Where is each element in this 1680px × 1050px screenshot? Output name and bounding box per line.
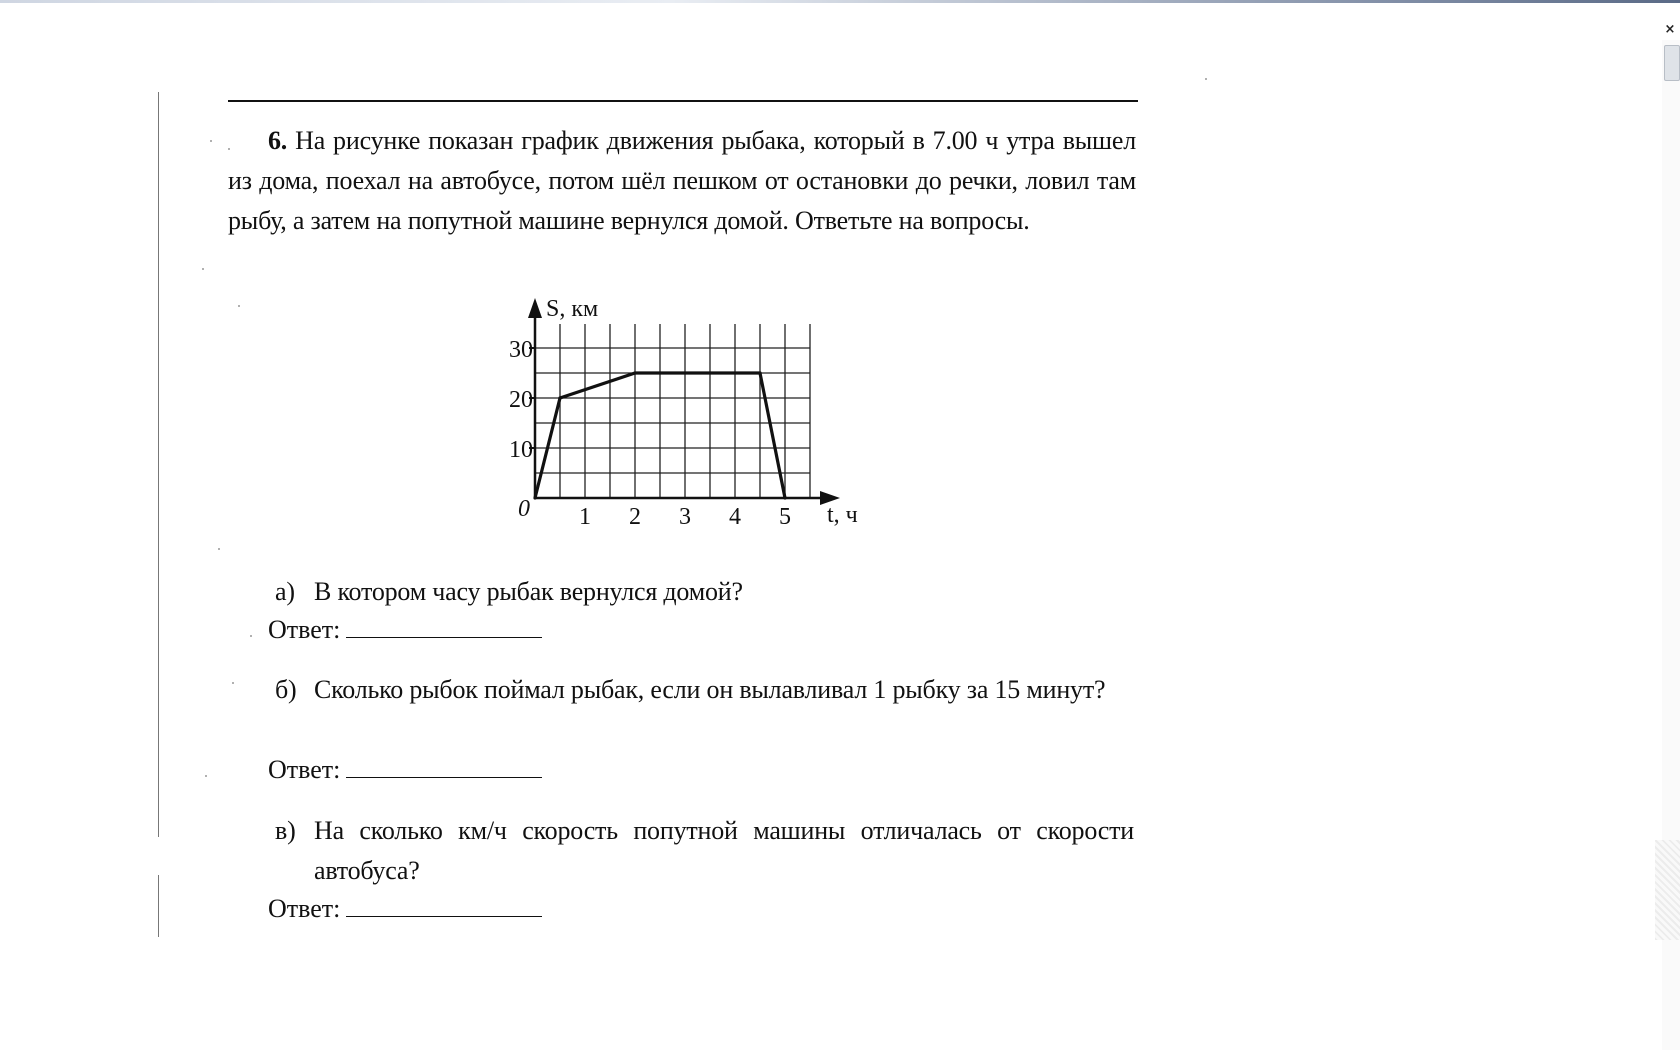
- scan-speck: [202, 268, 204, 270]
- problem-number: 6.: [268, 126, 288, 155]
- answer-b: [268, 755, 542, 785]
- x-tick-label: 2: [629, 504, 641, 530]
- y-tick-label: 30: [509, 337, 533, 363]
- data-point: [533, 496, 536, 499]
- scan-speck: [250, 635, 252, 637]
- data-point: [558, 396, 561, 399]
- question-c: [275, 811, 1135, 891]
- problem-text: На рисунке показан график движения рыбака, который в 7.00 ч утра вышел из дома, поехал на автобусе, потом шёл пешком от остановки до речки, ловил там рыбу, а затем на попутной машине вернулся домой. Ответьте на вопросы.: [228, 126, 1136, 235]
- x-tick-label: 5: [779, 504, 791, 530]
- y-tick-label: 20: [509, 387, 533, 413]
- data-point: [633, 371, 636, 374]
- scan-speck: [232, 682, 234, 684]
- close-icon[interactable]: ×: [1664, 22, 1676, 37]
- x-tick-label: 3: [679, 504, 691, 530]
- chart-axes: [528, 298, 840, 505]
- question-a: [275, 572, 1135, 612]
- answer-b-label: Ответ:: [268, 755, 341, 784]
- question-b-label: б): [275, 675, 297, 704]
- x-tick-label: 1: [579, 504, 591, 530]
- scan-speck: [1205, 78, 1207, 80]
- origin-label: 0: [518, 496, 530, 522]
- question-a-text: В котором часу рыбак вернулся домой?: [314, 577, 743, 606]
- question-c-label: в): [275, 816, 296, 845]
- scan-speck: [210, 140, 212, 142]
- y-tick-label: 10: [509, 437, 533, 463]
- scan-speck: [218, 548, 220, 550]
- scan-speck: [238, 305, 240, 307]
- x-tick-label: 4: [729, 504, 741, 530]
- y-axis-arrow: [528, 298, 542, 318]
- question-c-text: На сколько км/ч скорость попутной машины отличалась от скорости автобуса?: [314, 816, 1134, 885]
- answer-a-label: Ответ:: [268, 615, 341, 644]
- data-point: [758, 371, 761, 374]
- answer-b-blank[interactable]: [346, 755, 542, 778]
- x-axis-label: t, ч: [827, 502, 858, 528]
- question-b-text: Сколько рыбок поймал рыбак, если он вылавливал 1 рыбку за 15 минут?: [314, 675, 1106, 704]
- answer-a-blank[interactable]: [346, 615, 542, 638]
- question-b: [275, 670, 1135, 750]
- question-a-label: а): [275, 577, 295, 606]
- answer-c-label: Ответ:: [268, 894, 341, 923]
- y-axis-label: S, км: [546, 296, 599, 322]
- data-point: [783, 496, 786, 499]
- answer-c: [268, 894, 542, 924]
- scan-speck: [228, 148, 230, 150]
- answer-a: [268, 615, 542, 645]
- answer-c-blank[interactable]: [346, 894, 542, 917]
- scan-speck: [205, 775, 207, 777]
